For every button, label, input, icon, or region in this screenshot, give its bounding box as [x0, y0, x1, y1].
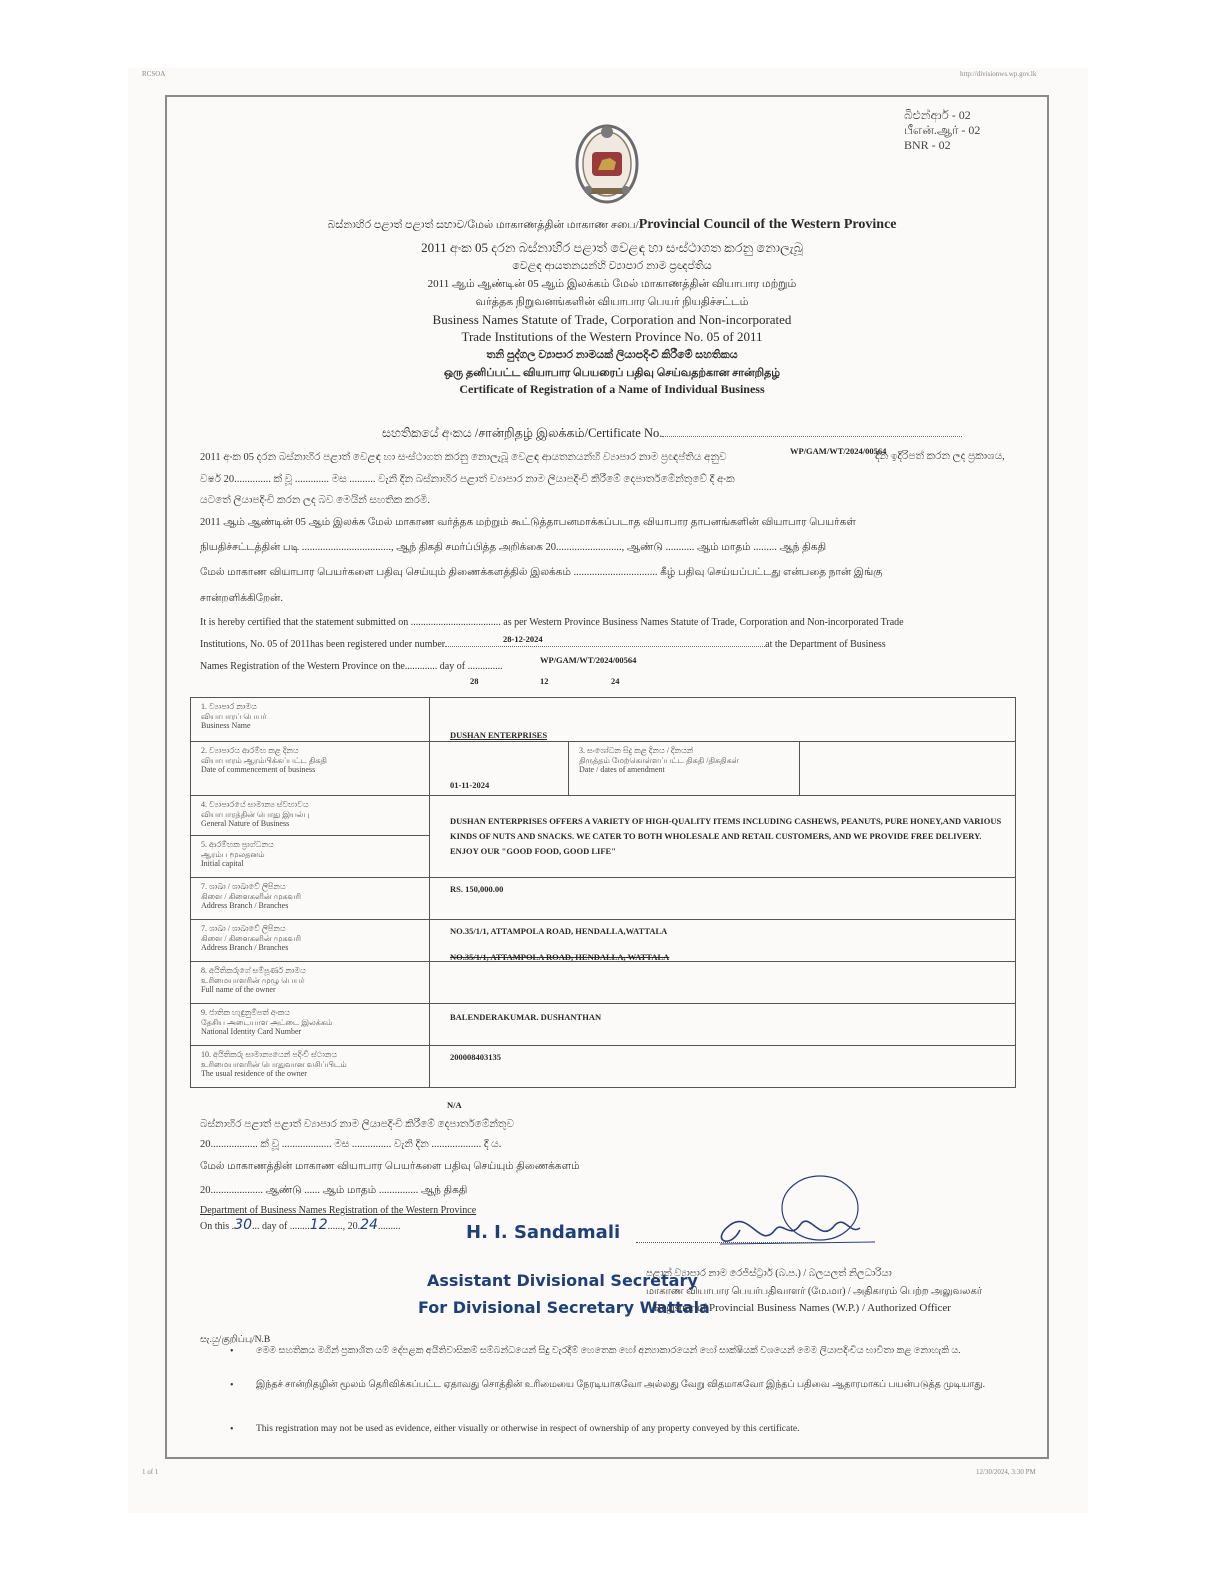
note-si: මෙම සහතිකය මගින් ප්‍රකාශිත යම් දේපළක අයිතිවාසිකම් සම්බන්ධයෙන් සිදු වැරදීම් හෙතෙක හෝ අන්‍යාකාරයෙන් හෝ සාක්ෂියක් වශයෙන් මෙම ලියාපදිංචිය භාවිතා කළ නොහැකි ය.	[256, 1346, 961, 1356]
si-para-line1: 2011 අංක 05 දරන බස්නාහිර පළාත් වෙළඳ හා සංස්ථාගත කරනු නොලැබූ වෙළඳ ආයතනයන්හි ව්‍යාපාර නාම ප්‍රඥප්තිය අනුව	[200, 452, 727, 463]
footer-ta-line2: 20.................... ஆண்டு ...... ஆம் மாதம் ............... ஆந் திகதி	[200, 1185, 468, 1196]
label-capital: 5. ආරම්භක ප්‍රාග්ධනය ஆரம்ப மூலதனம் Initial capital	[191, 836, 430, 878]
registration-details-table	[190, 697, 1016, 1088]
en-para-line2-end: at the Department of Business	[765, 639, 886, 650]
statute-en-line2: Trade Institutions of the Western Province No. 05 of 2011	[461, 329, 763, 344]
table-row-nature	[191, 796, 1016, 836]
statute-ta-line1: 2011 ஆம் ஆண்டின் 05 ஆம் இலக்கம் மேல் மாகாணத்தின் வியாபார மற்றும்	[427, 278, 797, 290]
value-branch-address: NO.35/1/1, ATTAMPOLA ROAD, HENDALLA, WATTALA	[450, 952, 670, 962]
footer-ta-line1: மேல் மாகாணத்தின் மாகாண வியாபார பெயர்களை பதிவு செய்யும் திணைக்களம்	[200, 1161, 580, 1172]
cert-title-ta: ஒரு தனிப்பட்ட வியாபார பெயரைப் பதிவு செய்வதற்கான சான்றிதழ்	[443, 367, 781, 379]
submitted-date-value: 28-12-2024	[503, 634, 543, 644]
issued-month-handwritten: 12	[309, 1218, 328, 1233]
cert-title-en: Certificate of Registration of a Name of Individual Business	[459, 382, 765, 396]
signature-line	[636, 1242, 836, 1243]
stamp-for-divisional-secretary: For Divisional Secretary Wattala	[418, 1298, 710, 1317]
label-amendment-dates: 3. සංශෝධන සිදු කළ දිනය / දිනයන් திருத்தம் மேற்கொள்ளப்பட்ட திகதி /திகதிகள் Date / dates of amendment	[569, 742, 800, 796]
value-residence: N/A	[447, 1100, 462, 1110]
value-capital: RS. 150,000.00	[430, 878, 1016, 920]
label-branches: 7. ශාඛා / ශාඛාවේ ලිපිනය கிளை / கிளைகளின் முகவரி Address Branch / Branches	[191, 920, 430, 962]
en-para-line1: It is hereby certified that the statement submitted on .................................... as per Western Province Business Names Statute of Trade, Corporation and Non-incorporated Trade	[200, 617, 904, 628]
value-nic: 200008403135	[430, 1046, 1016, 1088]
registrar-title-ta: மாகாண வியாபார பெயர்பதிவாளர் (மே.மா) / அதிகாரம் பெற்ற அலுவலகர்	[646, 1286, 983, 1297]
value-nature-of-business: DUSHAN ENTERPRISES OFFERS A VARIETY OF HIGH-QUALITY ITEMS INCLUDING CASHEWS, PEANUTS, PURE HONEY,AND VARIOUS KINDS OF NUTS AND SNACKS. WE CATER TO BOTH WHOLESALE AND RETAIL CUSTOMERS, AND WE PROVIDE FREE DELIVERY. ENJOY OUR "GOOD FOOD, GOOD LIFE"	[430, 796, 1016, 878]
label-residence: 10. අයිතිකරු සාමාන්‍යයෙන් පදිංචි ස්ථානය உரிமையாளரின் பொதுவான வசிப்பிடம் The usual residence of the owner	[191, 1046, 430, 1088]
statute-si-line2: වෙළඳ ආයතනයන්හි ව්‍යාපාර නාම ප්‍රඥප්තිය	[512, 260, 712, 272]
table-row-residence	[191, 1046, 1016, 1088]
registrar-title-en: Registrar of Provincial Business Names (W.P.) / Authorized Officer	[654, 1302, 951, 1314]
statute-ta-line2: வர்த்தக நிறுவனங்களின் வியாபார பெயர் நியதிச்சட்டம்	[475, 296, 749, 308]
footer-en-line1: Department of Business Names Registration of the Western Province	[200, 1205, 477, 1216]
table-row-owner-name	[191, 962, 1016, 1004]
certificate-no-text: සහතිකයේ අංකය /சான்றிதழ் இலக்கம்/Certificate No.	[382, 426, 663, 440]
certificate-no-label	[382, 426, 962, 442]
footer-si-line2: 20.................. ක් වූ ................... මස ............... වැනි දින ................... දී ය.	[200, 1139, 502, 1150]
value-principal-place: NO.35/1/1, ATTAMPOLA ROAD, HENDALLA,WATTALA NO.35/1/1, ATTAMPOLA ROAD, HENDALLA, WATTALA	[430, 920, 1016, 962]
bullet-icon: •	[230, 1380, 234, 1391]
bullet-icon: •	[230, 1346, 234, 1357]
form-code-ta: பீஎன்.ஆர் - 02	[904, 123, 981, 137]
browser-header-left: RCSOA	[142, 70, 166, 78]
en-para-line3: Names Registration of the Western Province on the............. day of ..............	[200, 661, 503, 672]
browser-header-url: http://divisionws.wp.gov.lk	[960, 70, 1037, 78]
label-nic: 9. ජාතික හැඳුනුම්පත් අංකය தேசிய அடையாள அட்டை இலக்கம் National Identity Card Number	[191, 1004, 430, 1046]
statute-si-line1: 2011 අංක 05 දරන බස්නාහිර පළාත් වෙළඳ හා සංස්ථාගත කරනු නොලැබූ	[421, 240, 803, 255]
registration-month-value: 12	[540, 676, 549, 686]
label-principal-place: 7. ශාඛා / ශාඛාවේ ලිපිනය கிளை / கிளைகளின் முகவரி Address Branch / Branches	[191, 878, 430, 920]
certificate-no-value: WP/GAM/WT/2024/00564	[790, 446, 887, 456]
note-ta: இந்தச் சான்றிதழின் மூலம் தெரிவிக்கப்பட்ட ஏதாவது சொத்தின் உரிமையை நேரடியாகவோ அல்லது வேறு விதமாகவோ இந்தப் பதிவை ஆதாரமாகப் பயன்படுத்த முடியாது.	[256, 1380, 986, 1390]
browser-footer-time: 12/30/2024, 3:30 PM	[976, 1468, 1036, 1476]
value-business-name: DUSHAN ENTERPRISES	[430, 698, 1016, 742]
council-heading-local: බස්නාහිර පළාත් පළාත් සභාව/மேல் மாகாணத்தின் மாகாண சபை/	[327, 219, 639, 231]
registration-day-value: 28	[470, 676, 479, 686]
table-row-business-name	[191, 698, 1016, 742]
registration-year-value: 24	[611, 676, 620, 686]
label-nature: 4. ව්‍යාපාරයේ සාමාන්‍ය ස්වභාවය வியாபாரத்தின் பொது இயல்பு General Nature of Business	[191, 796, 430, 836]
stamp-officer-title: Assistant Divisional Secretary	[427, 1271, 698, 1290]
registrar-title-si: පළාත් ව්‍යාපාර නාම රෙජිස්ට්‍රාර් (බ.ප.) / බලයලත් නිලධාරියා	[646, 1268, 892, 1279]
council-heading-en: Provincial Council of the Western Province	[638, 217, 897, 232]
form-code-si: බිඑන්ආර් - 02	[904, 108, 971, 122]
cert-title-si: තනි පුද්ගල ව්‍යාපාර නාමයක් ලියාපදිංචි කිරීමේ සහතිකය	[486, 349, 738, 361]
value-owner-name-row	[430, 962, 1016, 1004]
table-row-principal-place	[191, 878, 1016, 920]
en-para-line2-start: Institutions, No. 05 of 2011has been registered under number	[200, 639, 446, 650]
nb-label: සැ.යු/குறிப்பு/N.B	[200, 1335, 271, 1345]
table-row-branches	[191, 920, 1016, 962]
browser-footer-page: 1 of 1	[142, 1468, 159, 1476]
form-codes	[904, 108, 980, 153]
signature-image	[700, 1170, 880, 1260]
label-commencement: 2. ව්‍යාපාරය ආරම්භ කළ දිනය வியாபாரம் ஆரம்பிக்கப்பட்ட திகதி Date of commencement of business	[191, 742, 430, 796]
si-para-line2: වර්ෂ 20.............. ක් වූ ............. මස .......... වැනි දින බස්නාහිර පළාත් ව්‍යාපාර නාම ලියාපදිංචි කිරීමේ දෙපාර්තමේන්තුවේ දී අංක	[200, 474, 735, 485]
label-business-name: 1. ව්‍යාපාර නාමය வியாபாரப் பெயர் Business Name	[191, 698, 430, 742]
value-commencement-date: 01-11-2024	[430, 742, 569, 796]
council-heading	[0, 216, 1224, 233]
stamp-officer-name: H. I. Sandamali	[466, 1222, 621, 1243]
value-owner-name: BALENDERAKUMAR. DUSHANTHAN	[430, 1004, 1016, 1046]
bullet-icon: •	[230, 1424, 234, 1435]
issued-day-handwritten: 30	[234, 1218, 252, 1233]
label-owner-name: 8. අයිතිකරුගේ සම්පූර්ණ නාමය உரிமையாளரின் முழு பெயர் Full name of the owner	[191, 962, 430, 1004]
en-para-line2	[200, 638, 1015, 652]
si-para-line3: යටතේ ලියාපදිංචි කරන ලද බව මෙයින් සහතික කරමි.	[200, 495, 430, 506]
value-amendment-dates	[800, 742, 1016, 796]
registration-number-value: WP/GAM/WT/2024/00564	[540, 655, 637, 665]
footer-si-line1: බස්නාහිර පළාත් පළාත් ව්‍යාපාර නාම ලියාපදිංචි කිරීමේ දෙපාර්තමේන්තුව	[200, 1119, 514, 1130]
form-code-en: BNR - 02	[904, 138, 951, 152]
table-row-commencement	[191, 742, 1016, 796]
issued-year-handwritten: 24	[360, 1218, 378, 1233]
sri-lanka-emblem-icon	[562, 118, 652, 206]
ta-para-line4: சான்றளிக்கிறேன்.	[200, 593, 283, 604]
note-en: This registration may not be used as evidence, either visually or otherwise in respect of ownership of any property conveyed by this certificate.	[256, 1424, 800, 1434]
ta-para-line1: 2011 ஆம் ஆண்டின் 05 ஆம் இலக்க மேல் மாகாண வர்த்தக மற்றும் கூட்டுத்தாபனமாக்கப்படாத வியாபார தாபனங்களின் வியாபார பெயர்கள்	[200, 517, 856, 528]
statute-en-line1: Business Names Statute of Trade, Corporation and Non-incorporated	[432, 312, 792, 327]
ta-para-line3: மேல் மாகாண வியாபார பெயர்களை பதிவு செய்யும் திணைக்களத்தில் இலக்கம் ................................ கீழ் பதிவு செய்யப்பட்டது என்பதை நான் இங்கு	[200, 567, 883, 578]
footer-en-line2: On this .30... day of ........12......, 20.24.........	[200, 1218, 401, 1233]
table-row-nic	[191, 1004, 1016, 1046]
ta-para-line2: நியதிச்சட்டத்தின் படி .................................., ஆந் திகதி சமர்ப்பித்த அறிக்கை 20........................., ஆண்டு ........... ஆம் மாதம் ......... ஆந் திகதி	[200, 542, 827, 553]
si-para-line1-end: දින ඉදිරිපත් කරන ලද ප්‍රකාශය,	[875, 451, 1005, 462]
